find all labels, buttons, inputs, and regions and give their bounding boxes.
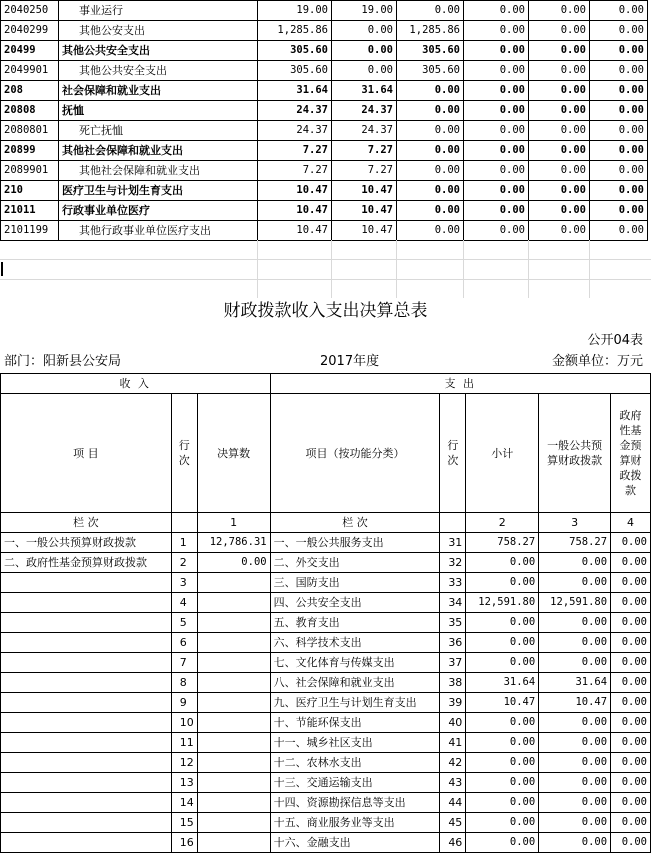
expense-header: 支 出 <box>270 374 650 394</box>
gridline <box>463 240 464 298</box>
general-budget-cell: 0.00 <box>539 553 611 573</box>
value-cell: 0.00 <box>529 201 590 221</box>
expense-item-cell: 十五、商业服务业等支出 <box>270 813 440 833</box>
basic-expense-cell: 0.00 <box>332 21 397 41</box>
value-cell: 0.00 <box>529 81 590 101</box>
expense-item-cell: 七、文化体育与传媒支出 <box>270 653 440 673</box>
income-amount-cell <box>197 613 270 633</box>
account-code-cell: 20499 <box>1 41 59 61</box>
income-row-no-cell: 9 <box>171 693 197 713</box>
account-code-cell: 2049901 <box>1 61 59 81</box>
expense-row-no-cell: 36 <box>440 633 466 653</box>
value-cell: 0.00 <box>464 161 529 181</box>
subtotal-cell: 0.00 <box>466 613 539 633</box>
account-name-cell: 其他社会保障和就业支出 <box>59 141 258 161</box>
expense-row-no-cell: 35 <box>440 613 466 633</box>
value-cell: 0.00 <box>529 61 590 81</box>
basic-expense-cell: 10.47 <box>332 221 397 241</box>
account-code-cell: 2101199 <box>1 221 59 241</box>
account-code-cell: 2040250 <box>1 1 59 21</box>
table-row <box>1 41 648 61</box>
expense-item-cell: 九、医疗卫生与计划生育支出 <box>270 693 440 713</box>
expense-item-cell: 六、科学技术支出 <box>270 633 440 653</box>
value-cell: 0.00 <box>529 101 590 121</box>
table-row <box>1 733 651 753</box>
project-expense-cell: 0.00 <box>397 81 464 101</box>
account-code-cell: 21011 <box>1 201 59 221</box>
fund-budget-cell: 0.00 <box>611 813 651 833</box>
basic-expense-cell: 7.27 <box>332 141 397 161</box>
empty-cell <box>440 513 466 533</box>
income-row-no-cell: 12 <box>171 753 197 773</box>
gridline <box>589 240 590 298</box>
table-row <box>1 653 651 673</box>
col-header-amount: 决算数 <box>197 394 270 513</box>
table-row <box>1 101 648 121</box>
income-item-cell <box>1 753 172 773</box>
account-name-cell: 其他公共安全支出 <box>59 61 258 81</box>
expense-item-cell: 二、外交支出 <box>270 553 440 573</box>
income-item-cell <box>1 573 172 593</box>
basic-expense-cell: 24.37 <box>332 101 397 121</box>
col-header-general-budget: 一般公共预算财政拨款 <box>539 394 611 513</box>
total-cell: 305.60 <box>258 41 332 61</box>
total-cell: 24.37 <box>258 121 332 141</box>
income-row-no-cell: 11 <box>171 733 197 753</box>
table-row <box>1 633 651 653</box>
fund-budget-cell: 0.00 <box>611 573 651 593</box>
basic-expense-cell: 10.47 <box>332 201 397 221</box>
income-amount-cell: 12,786.31 <box>197 533 270 553</box>
table-row <box>1 61 648 81</box>
expense-row-no-cell: 46 <box>440 833 466 853</box>
project-expense-cell: 0.00 <box>397 121 464 141</box>
account-code-cell: 210 <box>1 181 59 201</box>
income-item-cell: 二、政府性基金预算财政拨款 <box>1 553 172 573</box>
account-code-cell: 20808 <box>1 101 59 121</box>
subtotal-cell: 10.47 <box>466 693 539 713</box>
table-row <box>1 81 648 101</box>
general-budget-cell: 0.00 <box>539 813 611 833</box>
table-row <box>1 793 651 813</box>
income-amount-cell <box>197 713 270 733</box>
income-amount-cell <box>197 653 270 673</box>
income-item-cell <box>1 773 172 793</box>
fund-budget-cell: 0.00 <box>611 833 651 853</box>
value-cell: 0.00 <box>590 101 648 121</box>
general-budget-cell: 12,591.80 <box>539 593 611 613</box>
fund-budget-cell: 0.00 <box>611 693 651 713</box>
value-cell: 0.00 <box>464 21 529 41</box>
income-amount-cell <box>197 793 270 813</box>
project-expense-cell: 1,285.86 <box>397 21 464 41</box>
value-cell: 0.00 <box>464 181 529 201</box>
text-cursor <box>1 262 3 276</box>
total-cell: 7.27 <box>258 141 332 161</box>
value-cell: 0.00 <box>464 221 529 241</box>
expense-item-cell: 十、节能环保支出 <box>270 713 440 733</box>
project-expense-cell: 305.60 <box>397 41 464 61</box>
general-budget-cell: 0.00 <box>539 753 611 773</box>
subtotal-cell: 0.00 <box>466 633 539 653</box>
fund-budget-cell: 0.00 <box>611 733 651 753</box>
gridline <box>331 240 332 298</box>
subtotal-cell: 0.00 <box>466 813 539 833</box>
income-row-no-cell: 16 <box>171 833 197 853</box>
table-row <box>1 673 651 693</box>
income-amount-cell <box>197 833 270 853</box>
income-item-cell <box>1 673 172 693</box>
general-budget-cell: 0.00 <box>539 613 611 633</box>
income-amount-cell <box>197 773 270 793</box>
value-cell: 0.00 <box>590 21 648 41</box>
income-row-no-cell: 2 <box>171 553 197 573</box>
fund-budget-cell: 0.00 <box>611 593 651 613</box>
value-cell: 0.00 <box>590 161 648 181</box>
subtotal-cell: 0.00 <box>466 753 539 773</box>
account-name-cell: 其他公共安全支出 <box>59 41 258 61</box>
account-code-cell: 2080801 <box>1 121 59 141</box>
expense-row-no-cell: 45 <box>440 813 466 833</box>
col-number-1: 1 <box>197 513 270 533</box>
basic-expense-cell: 7.27 <box>332 161 397 181</box>
income-amount-cell <box>197 813 270 833</box>
value-cell: 0.00 <box>590 41 648 61</box>
income-header: 收 入 <box>1 374 271 394</box>
table-row <box>1 121 648 141</box>
income-amount-cell <box>197 693 270 713</box>
value-cell: 0.00 <box>529 221 590 241</box>
value-cell: 0.00 <box>590 141 648 161</box>
gridline <box>528 240 529 298</box>
income-row-no-cell: 5 <box>171 613 197 633</box>
income-amount-cell <box>197 633 270 653</box>
fund-budget-cell: 0.00 <box>611 653 651 673</box>
expense-row-no-cell: 38 <box>440 673 466 693</box>
income-row-no-cell: 6 <box>171 633 197 653</box>
general-budget-cell: 0.00 <box>539 773 611 793</box>
table-row <box>1 1 648 21</box>
total-cell: 1,285.86 <box>258 21 332 41</box>
lanci-label-right: 栏 次 <box>270 513 440 533</box>
value-cell: 0.00 <box>529 1 590 21</box>
expense-row-no-cell: 34 <box>440 593 466 613</box>
total-cell: 10.47 <box>258 221 332 241</box>
project-expense-cell: 0.00 <box>397 201 464 221</box>
fund-budget-cell: 0.00 <box>611 753 651 773</box>
amount-unit-label: 金额单位：万元 <box>551 354 643 369</box>
income-item-cell <box>1 793 172 813</box>
expense-row-no-cell: 33 <box>440 573 466 593</box>
table-row <box>1 773 651 793</box>
expense-item-cell: 十六、金融支出 <box>270 833 440 853</box>
table-row <box>1 141 648 161</box>
income-item-cell <box>1 733 172 753</box>
total-cell: 305.60 <box>258 61 332 81</box>
general-budget-cell: 0.00 <box>539 793 611 813</box>
income-amount-cell <box>197 593 270 613</box>
value-cell: 0.00 <box>464 41 529 61</box>
income-row-no-cell: 1 <box>171 533 197 553</box>
general-budget-cell: 0.00 <box>539 653 611 673</box>
table-row <box>1 613 651 633</box>
fund-budget-cell: 0.00 <box>611 673 651 693</box>
income-item-cell <box>1 653 172 673</box>
project-expense-cell: 0.00 <box>397 221 464 241</box>
table-row <box>1 181 648 201</box>
income-row-no-cell: 13 <box>171 773 197 793</box>
total-cell: 7.27 <box>258 161 332 181</box>
income-row-no-cell: 7 <box>171 653 197 673</box>
income-amount-cell <box>197 733 270 753</box>
income-amount-cell <box>197 673 270 693</box>
expense-row-no-cell: 40 <box>440 713 466 733</box>
fund-budget-cell: 0.00 <box>611 633 651 653</box>
subtotal-cell: 0.00 <box>466 713 539 733</box>
table-row <box>1 713 651 733</box>
expense-item-cell: 四、公共安全支出 <box>270 593 440 613</box>
expense-item-cell: 十二、农林水支出 <box>270 753 440 773</box>
subtotal-cell: 0.00 <box>466 573 539 593</box>
expense-row-no-cell: 37 <box>440 653 466 673</box>
subtotal-cell: 0.00 <box>466 733 539 753</box>
value-cell: 0.00 <box>464 1 529 21</box>
table-row <box>1 693 651 713</box>
col-header-func-item: 项目（按功能分类） <box>270 394 440 513</box>
budget-detail-table <box>0 0 648 241</box>
value-cell: 0.00 <box>590 201 648 221</box>
account-name-cell: 其他行政事业单位医疗支出 <box>59 221 258 241</box>
value-cell: 0.00 <box>590 181 648 201</box>
income-item-cell <box>1 833 172 853</box>
account-name-cell: 行政事业单位医疗 <box>59 201 258 221</box>
income-item-cell: 一、一般公共预算财政拨款 <box>1 533 172 553</box>
subtotal-cell: 31.64 <box>466 673 539 693</box>
subtotal-cell: 0.00 <box>466 833 539 853</box>
table-row <box>1 753 651 773</box>
column-header-row <box>1 394 651 513</box>
project-expense-cell: 0.00 <box>397 1 464 21</box>
basic-expense-cell: 0.00 <box>332 41 397 61</box>
department-label: 部门：阳新县公安局 <box>4 354 122 369</box>
value-cell: 0.00 <box>529 21 590 41</box>
expense-row-no-cell: 39 <box>440 693 466 713</box>
total-cell: 24.37 <box>258 101 332 121</box>
value-cell: 0.00 <box>590 121 648 141</box>
expense-item-cell: 一、一般公共服务支出 <box>270 533 440 553</box>
income-item-cell <box>1 713 172 733</box>
col-header-item: 项 目 <box>1 394 172 513</box>
total-cell: 19.00 <box>258 1 332 21</box>
gridline <box>257 240 258 298</box>
account-name-cell: 抚恤 <box>59 101 258 121</box>
general-budget-cell: 31.64 <box>539 673 611 693</box>
general-budget-cell: 0.00 <box>539 713 611 733</box>
income-item-cell <box>1 813 172 833</box>
income-amount-cell <box>197 573 270 593</box>
general-budget-cell: 0.00 <box>539 633 611 653</box>
col-number-4: 4 <box>611 513 651 533</box>
general-budget-cell: 0.00 <box>539 833 611 853</box>
empty-cell <box>171 513 197 533</box>
income-expense-summary-table <box>0 373 651 853</box>
account-name-cell: 事业运行 <box>59 1 258 21</box>
value-cell: 0.00 <box>529 141 590 161</box>
value-cell: 0.00 <box>464 141 529 161</box>
col-number-3: 3 <box>539 513 611 533</box>
section-header-row <box>1 374 651 394</box>
column-number-row <box>1 513 651 533</box>
income-row-no-cell: 10 <box>171 713 197 733</box>
account-name-cell: 医疗卫生与计划生育支出 <box>59 181 258 201</box>
subtotal-cell: 758.27 <box>466 533 539 553</box>
income-item-cell <box>1 693 172 713</box>
expense-item-cell: 十三、交通运输支出 <box>270 773 440 793</box>
fund-budget-cell: 0.00 <box>611 613 651 633</box>
gridline <box>0 259 651 260</box>
basic-expense-cell: 10.47 <box>332 181 397 201</box>
value-cell: 0.00 <box>590 1 648 21</box>
account-name-cell: 社会保障和就业支出 <box>59 81 258 101</box>
income-row-no-cell: 14 <box>171 793 197 813</box>
subtotal-cell: 12,591.80 <box>466 593 539 613</box>
value-cell: 0.00 <box>590 61 648 81</box>
table-row <box>1 533 651 553</box>
basic-expense-cell: 19.00 <box>332 1 397 21</box>
account-name-cell: 死亡抚恤 <box>59 121 258 141</box>
income-item-cell <box>1 633 172 653</box>
general-budget-cell: 10.47 <box>539 693 611 713</box>
gridline <box>0 279 651 280</box>
project-expense-cell: 0.00 <box>397 181 464 201</box>
project-expense-cell: 0.00 <box>397 141 464 161</box>
project-expense-cell: 0.00 <box>397 161 464 181</box>
col-number-2: 2 <box>466 513 539 533</box>
table-row <box>1 553 651 573</box>
fund-budget-cell: 0.00 <box>611 773 651 793</box>
table-row <box>1 813 651 833</box>
subtotal-cell: 0.00 <box>466 793 539 813</box>
subtotal-cell: 0.00 <box>466 553 539 573</box>
income-row-no-cell: 3 <box>171 573 197 593</box>
total-cell: 31.64 <box>258 81 332 101</box>
account-code-cell: 2089901 <box>1 161 59 181</box>
general-budget-cell: 0.00 <box>539 733 611 753</box>
value-cell: 0.00 <box>464 201 529 221</box>
value-cell: 0.00 <box>529 121 590 141</box>
total-cell: 10.47 <box>258 201 332 221</box>
expense-row-no-cell: 32 <box>440 553 466 573</box>
expense-item-cell: 八、社会保障和就业支出 <box>270 673 440 693</box>
account-code-cell: 20899 <box>1 141 59 161</box>
basic-expense-cell: 0.00 <box>332 61 397 81</box>
col-header-row-no-right: 行次 <box>440 394 466 513</box>
value-cell: 0.00 <box>464 61 529 81</box>
fiscal-year-label: 2017年度 <box>320 354 380 369</box>
expense-item-cell: 十四、资源勘探信息等支出 <box>270 793 440 813</box>
gridline <box>396 240 397 298</box>
general-budget-cell: 758.27 <box>539 533 611 553</box>
fund-budget-cell: 0.00 <box>611 713 651 733</box>
account-code-cell: 2040299 <box>1 21 59 41</box>
income-row-no-cell: 15 <box>171 813 197 833</box>
value-cell: 0.00 <box>590 221 648 241</box>
expense-row-no-cell: 42 <box>440 753 466 773</box>
report-code: 公开04表 <box>587 333 643 348</box>
value-cell: 0.00 <box>590 81 648 101</box>
table-row <box>1 573 651 593</box>
income-amount-cell <box>197 753 270 773</box>
col-header-row-no: 行次 <box>171 394 197 513</box>
account-name-cell: 其他社会保障和就业支出 <box>59 161 258 181</box>
lanci-label-left: 栏 次 <box>1 513 172 533</box>
expense-item-cell: 十一、城乡社区支出 <box>270 733 440 753</box>
fund-budget-cell: 0.00 <box>611 793 651 813</box>
value-cell: 0.00 <box>529 41 590 61</box>
table-row <box>1 21 648 41</box>
value-cell: 0.00 <box>464 121 529 141</box>
table-row <box>1 593 651 613</box>
value-cell: 0.00 <box>529 181 590 201</box>
table-row <box>1 201 648 221</box>
expense-row-no-cell: 44 <box>440 793 466 813</box>
fund-budget-cell: 0.00 <box>611 553 651 573</box>
value-cell: 0.00 <box>529 161 590 181</box>
value-cell: 0.00 <box>464 101 529 121</box>
fund-budget-cell: 0.00 <box>611 533 651 553</box>
report-title: 财政拨款收入支出决算总表 <box>223 301 428 321</box>
expense-row-no-cell: 41 <box>440 733 466 753</box>
total-cell: 10.47 <box>258 181 332 201</box>
value-cell: 0.00 <box>464 81 529 101</box>
expense-row-no-cell: 43 <box>440 773 466 793</box>
income-item-cell <box>1 613 172 633</box>
income-amount-cell: 0.00 <box>197 553 270 573</box>
col-header-subtotal: 小计 <box>466 394 539 513</box>
income-row-no-cell: 4 <box>171 593 197 613</box>
expense-row-no-cell: 31 <box>440 533 466 553</box>
table-row <box>1 833 651 853</box>
project-expense-cell: 0.00 <box>397 101 464 121</box>
col-header-fund-budget: 政府性基金预算财政拨款 <box>611 394 651 513</box>
basic-expense-cell: 31.64 <box>332 81 397 101</box>
expense-item-cell: 五、教育支出 <box>270 613 440 633</box>
project-expense-cell: 305.60 <box>397 61 464 81</box>
general-budget-cell: 0.00 <box>539 573 611 593</box>
income-row-no-cell: 8 <box>171 673 197 693</box>
income-item-cell <box>1 593 172 613</box>
expense-item-cell: 三、国防支出 <box>270 573 440 593</box>
table-row <box>1 221 648 241</box>
table-row <box>1 161 648 181</box>
account-name-cell: 其他公安支出 <box>59 21 258 41</box>
subtotal-cell: 0.00 <box>466 773 539 793</box>
account-code-cell: 208 <box>1 81 59 101</box>
basic-expense-cell: 24.37 <box>332 121 397 141</box>
subtotal-cell: 0.00 <box>466 653 539 673</box>
